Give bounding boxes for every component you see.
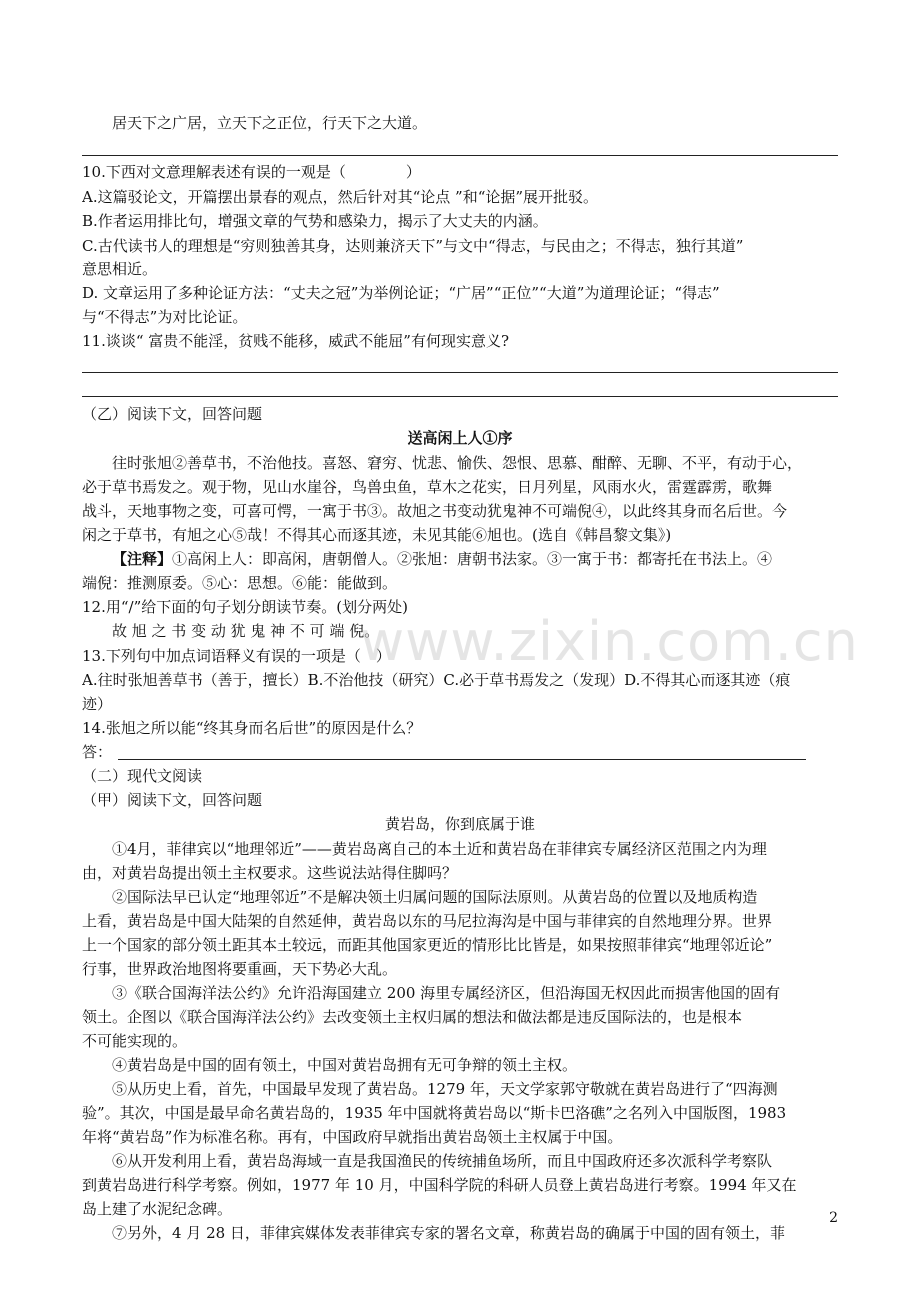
passage-line: 闲之于草书，有旭之心⑤哉！不得其心而逐其迹，未见其能⑥旭也。(选自《韩昌黎文集》) — [82, 526, 672, 544]
note-text: ①高闲上人：即高闲，唐朝僧人。②张旭：唐朝书法家。③一寓于书：都寄托在书法上。④ — [172, 550, 773, 568]
passage-line: ⑤从历史上看，首先，中国最早发现了黄岩岛。1279 年，天文学家郭守敬就在黄岩岛进行了“四海测 — [112, 1080, 778, 1098]
answer-line — [118, 759, 806, 760]
question-13: 13.下列句中加点词语释义有误的一项是（ ） — [82, 647, 391, 665]
passage-line: 验”。其次，中国是最早命名黄岩岛的，1935 年中国就将黄岩岛以“斯卡巴洛礁”之名列入中国版图，1983 — [82, 1104, 787, 1122]
passage-line: 必于草书焉发之。观于物，见山水崖谷，鸟兽虫鱼，草木之花实，日月列星，风雨水火，雷霆霹雳，歌舞 — [82, 478, 773, 496]
section-heading: （二）现代文阅读 — [82, 767, 203, 785]
section-heading: （乙）阅读下文，回答问题 — [82, 405, 263, 423]
option-d: D. 文章运用了多种论证方法：“丈夫之冠”为举例论证；“广居”“正位”“大道”为道理论证；“得志” — [82, 284, 720, 302]
question-10: 10.下西对文意理解表述有误的一观是（ ） — [82, 163, 421, 181]
question-11: 11.谈谈“ 富贵不能淫，贫贱不能移，威武不能屈”有何现实意义? — [82, 332, 510, 350]
passage-title: 送高闲上人①序 — [407, 429, 513, 447]
passage-line: 岛上建了水泥纪念碑。 — [82, 1200, 233, 1218]
passage-line: 往时张旭②善草书，不治他技。喜怒、窘穷、忧悲、愉佚、怨恨、思慕、酣醉、无聊、不平，有动于心， — [112, 454, 803, 472]
passage-line: ①4月，菲律宾以“地理邻近”——黄岩岛离自己的本土近和黄岩岛在菲律宾专属经济区范围之内为理 — [112, 840, 767, 858]
passage-line: ⑥从开发利用上看，黄岩岛海域一直是我国渔民的传统捕鱼场所，而且中国政府还多次派科学考察队 — [112, 1152, 773, 1170]
passage-line: 由，对黄岩岛提出领土主权要求。这些说法站得住脚吗？ — [82, 864, 458, 882]
passage-title: 黄岩岛，你到底属于谁 — [384, 815, 535, 833]
text-line: 居天下之广居，立天下之正位，行天下之大道。 — [112, 114, 428, 132]
passage-line: ③《联合国海洋法公约》允许沿海国建立 200 海里专属经济区，但沿海国无权因此而损害他国的固有 — [112, 984, 781, 1002]
question-13-options: A.往时张旭善草书（善于，擅长）B.不治他技（研究）C.必于草书焉发之（发现）D.不得其心而逐其迹（痕 — [82, 671, 791, 689]
option-c: C.古代读书人的理想是“穷则独善其身，达则兼济天下”与文中“得志，与民由之；不得志，独行其道” — [82, 237, 744, 255]
option-c-cont: 意思相近。 — [82, 260, 158, 278]
option-b: B.作者运用排比句，增强文章的气势和感染力，揭示了大丈夫的内涵。 — [82, 212, 548, 230]
page-number: 2 — [829, 1210, 838, 1226]
passage-line: ⑦另外，4 月 28 日，菲律宾媒体发表菲律宾专家的署名文章，称黄岩岛的确属于中国的固有领土，菲 — [112, 1224, 785, 1242]
question-12: 12.用“/”给下面的句子划分朗读节奏。(划分两处) — [82, 598, 408, 616]
option-a: A.这篇驳论文，开篇摆出景春的观点，然后针对其“论点 ”和“论据”展开批驳。 — [82, 188, 599, 206]
question-13-options-cont: 迹） — [82, 695, 113, 713]
watermark: www.zixin.com.cn — [360, 610, 859, 673]
note-line — [112, 548, 838, 570]
question-12-sentence: 故 旭 之 书 变 动 犹 鬼 神 不 可 端 倪。 — [112, 622, 380, 640]
passage-line: 上看，黄岩岛是中国大陆架的自然延伸，黄岩岛以东的马尼拉海沟是中国与菲律宾的自然地理分界。世界 — [82, 912, 773, 930]
passage-line: 战斗，天地事物之变，可喜可愕，一寓于书③。故旭之书变动犹鬼神不可端倪④，以此终其身而名后世。今 — [82, 502, 788, 520]
answer-line — [82, 372, 838, 373]
passage-line: 到黄岩岛进行科学考察。例如，1977 年 10 月，中国科学院的科研人员登上黄岩岛进行考察。1994 年又在 — [82, 1176, 797, 1194]
passage-line: 上一个国家的部分领土距其本土较远，而距其他国家更近的情形比比皆是，如果按照菲律宾“地理邻近论” — [82, 936, 773, 954]
section-heading: （甲）阅读下文，回答问题 — [82, 791, 263, 809]
passage-line: ④黄岩岛是中国的固有领土，中国对黄岩岛拥有无可争辩的领土主权。 — [112, 1056, 578, 1074]
option-d-cont: 与“不得志”为对比论证。 — [82, 308, 248, 326]
note-line: 端倪：推测原委。⑤心：思想。⑥能：能做到。 — [82, 574, 398, 592]
answer-line — [82, 396, 838, 397]
answer-prefix: 答： — [82, 743, 113, 761]
passage-line: 行事，世界政治地图将要重画，天下势必大乱。 — [82, 960, 398, 978]
divider — [82, 155, 838, 156]
passage-line: 领土。企图以《联合国海洋法公约》去改变领土主权归属的想法和做法都是违反国际法的，也是根本 — [82, 1008, 743, 1026]
passage-line: 不可能实现的。 — [82, 1032, 188, 1050]
question-14: 14.张旭之所以能“终其身而名后世”的原因是什么？ — [82, 719, 422, 737]
passage-line: ②国际法早已认定“地理邻近”不是解决领土归属问题的国际法原则。从黄岩岛的位置以及地质构造 — [112, 888, 758, 906]
passage-line: 年将“黄岩岛”作为标准名称。再有，中国政府早就指出黄岩岛领土主权属于中国。 — [82, 1128, 623, 1146]
note-label: 【注释】 — [112, 550, 173, 568]
